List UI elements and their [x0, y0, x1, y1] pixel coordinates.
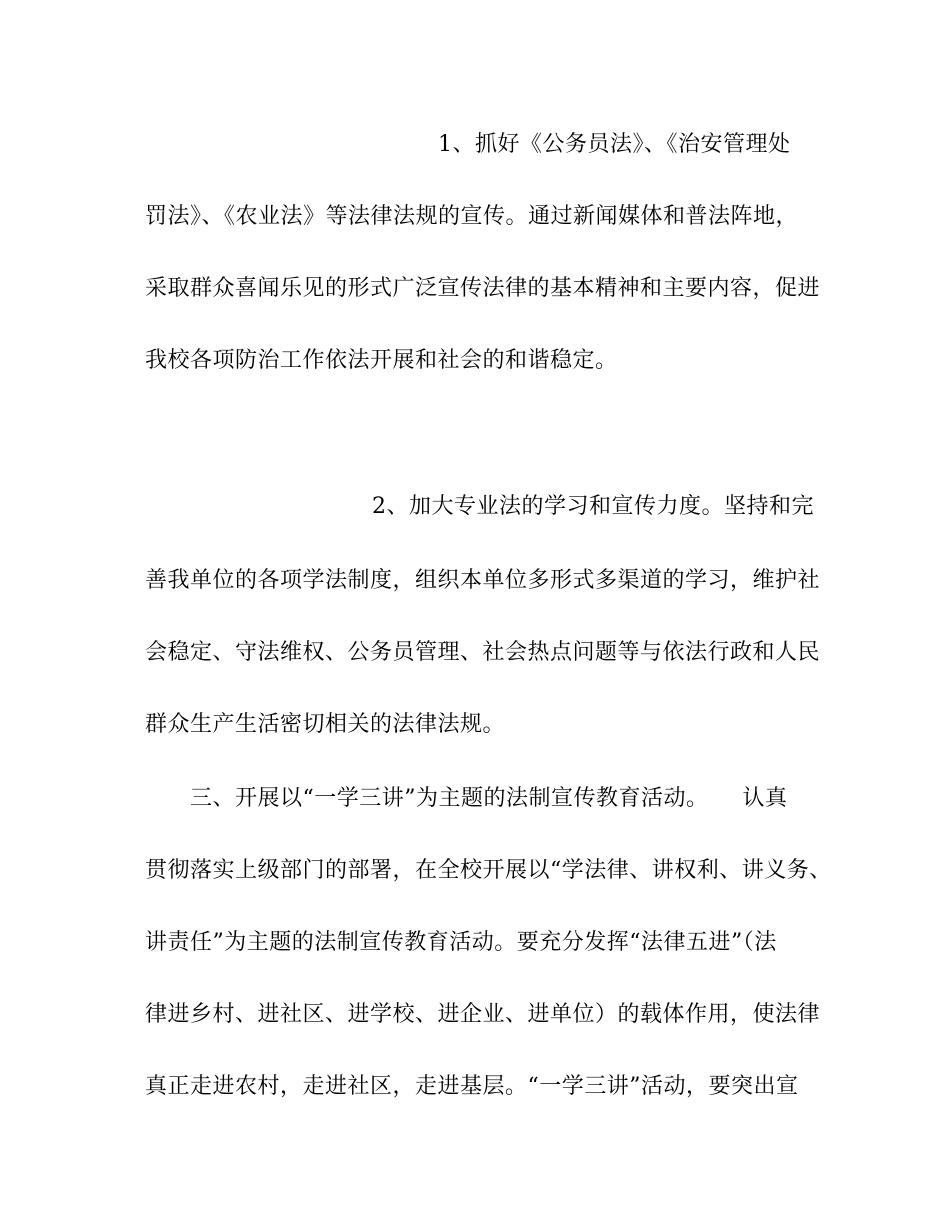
- paragraph-3-line-4: 律进乡村、进社区、进学校、进企业、进单位）的载体作用，使法律: [145, 1002, 821, 1027]
- paragraph-2-line-3: 会稳定、守法维权、公务员管理、社会热点问题等与依法行政和人民: [145, 640, 821, 665]
- paragraph-2-line-1: 2、加大专业法的学习和宣传力度。坚持和完: [372, 494, 814, 519]
- paragraph-1-line-3: 采取群众喜闻乐见的形式广泛宣传法律的基本精神和主要内容，促进: [145, 276, 821, 301]
- paragraph-1-line-4: 我校各项防治工作依法开展和社会的和谐稳定。: [145, 348, 618, 373]
- paragraph-1-line-1: 1、抓好《公务员法》、《治安管理处: [438, 132, 791, 157]
- paragraph-3-line-3: 讲责任”为主题的法制宣传教育活动。要充分发挥“法律五进”（法: [145, 930, 777, 955]
- paragraph-3-line-2: 贯彻落实上级部门的部署，在全校开展以“学法律、讲权利、讲义务、: [145, 858, 832, 883]
- paragraph-2-line-2: 善我单位的各项学法制度，组织本单位多形式多渠道的学习，维护社: [145, 568, 821, 593]
- paragraph-3-line-5: 真正走进农村，走进社区，走进基层。“一学三讲”活动，要突出宣: [145, 1074, 799, 1099]
- paragraph-2-line-4: 群众生产生活密切相关的法律法规。: [145, 712, 506, 737]
- paragraph-1-line-2: 罚法》、《农业法》等法律法规的宣传。通过新闻媒体和普法阵地，: [145, 204, 799, 229]
- paragraph-3-line-1: 三、开展以“一学三讲”为主题的法制宣传教育活动。 认真: [190, 786, 788, 811]
